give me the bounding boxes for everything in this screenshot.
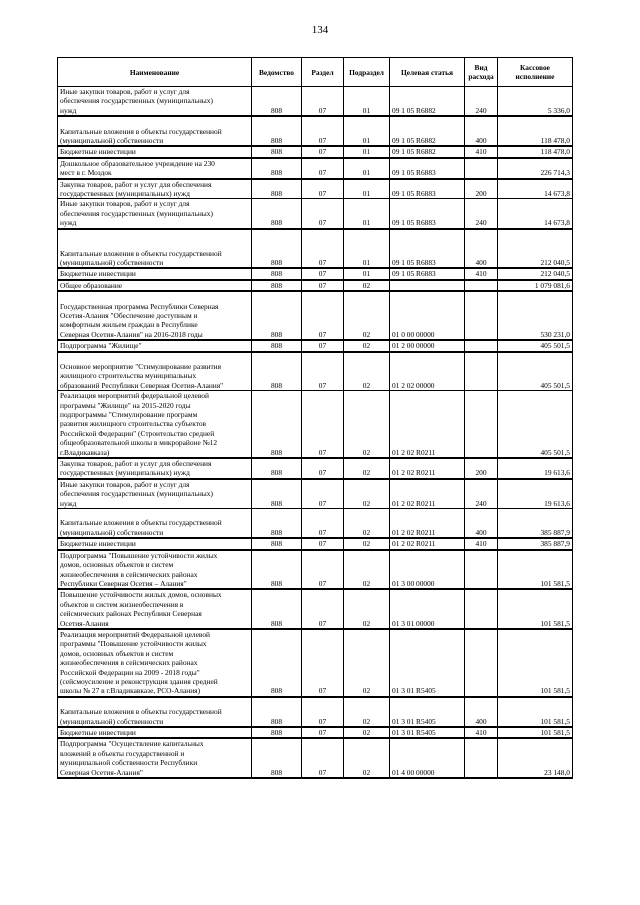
row-dept: 808: [252, 738, 302, 778]
row-amount: 23 148,0: [498, 738, 573, 778]
table-row: [58, 479, 573, 509]
row-subsection: 02: [344, 509, 390, 539]
row-amount: 405 501,5: [498, 391, 573, 458]
row-target: 01 2 00 00000: [390, 340, 465, 351]
row-type: 410: [465, 727, 498, 738]
row-subsection: 02: [344, 479, 390, 509]
row-subsection: 01: [344, 229, 390, 269]
row-target: 01 2 02 R0211: [390, 391, 465, 458]
row-dept: 808: [252, 280, 302, 291]
table-row: [58, 179, 573, 199]
row-dept: 808: [252, 146, 302, 157]
row-subsection: 02: [344, 391, 390, 458]
row-subsection: 02: [344, 589, 390, 629]
header-name: Наименование: [58, 58, 252, 87]
row-dept: 808: [252, 589, 302, 629]
row-dept: 808: [252, 199, 302, 229]
row-subsection: 01: [344, 199, 390, 229]
row-amount: 101 581,5: [498, 727, 573, 738]
row-amount: 385 887,9: [498, 538, 573, 549]
table-row: [58, 116, 573, 146]
row-target: 01 2 02 00000: [390, 352, 465, 391]
row-target: 01 2 02 R0211: [390, 538, 465, 549]
row-section: 07: [302, 146, 344, 157]
row-target: 01 2 02 R0211: [390, 458, 465, 479]
table-row: [58, 629, 573, 697]
row-target: 01 3 01 R5405: [390, 727, 465, 738]
row-dept: 808: [252, 116, 302, 146]
table-row: [58, 738, 573, 778]
row-type: [465, 280, 498, 291]
row-subsection: 02: [344, 727, 390, 738]
budget-execution-table: [57, 57, 573, 779]
row-section: 07: [302, 550, 344, 590]
table-header-row: [58, 58, 573, 87]
row-section: 07: [302, 479, 344, 509]
table-row: [58, 352, 573, 391]
row-name: Подпрограмма "Осуществление капитальных вложений в объекты государственной и муниципальной собственности Республики Северная Осетия-Алания": [58, 738, 252, 778]
row-dept: 808: [252, 291, 302, 340]
header-amount: Кассовое исполнение: [498, 58, 573, 87]
row-dept: 808: [252, 268, 302, 279]
row-section: 07: [302, 280, 344, 291]
row-section: 07: [302, 340, 344, 351]
row-subsection: 01: [344, 116, 390, 146]
row-amount: 1 079 081,6: [498, 280, 573, 291]
row-subsection: 02: [344, 550, 390, 590]
header-target: Целевая статья: [390, 58, 465, 87]
row-name: Реализация мероприятий Федеральной целевой программы "Повышение устойчивости жилых домов, основных объектов и систем жизнеобеспечения в сейсмических районах Российской Федерации на 2009 - 2018 годы" (сейсмоусиление и реконструкция здания средней школы № 27 в г.Владикавказе, РСО-Алания): [58, 629, 252, 697]
table-row: [58, 87, 573, 117]
table-row: [58, 229, 573, 269]
row-type: 240: [465, 87, 498, 117]
row-target: 01 3 00 00000: [390, 550, 465, 590]
row-target: 09 1 05 R6883: [390, 158, 465, 179]
row-dept: 808: [252, 697, 302, 727]
row-name: Капитальные вложения в объекты государственной (муниципальной) собственности: [58, 697, 252, 727]
row-target: 09 1 05 R6883: [390, 179, 465, 199]
row-subsection: 02: [344, 738, 390, 778]
row-dept: 808: [252, 391, 302, 458]
row-name: Закупка товаров, работ и услуг для обеспечения государственных (муниципальных) нужд: [58, 179, 252, 199]
row-amount: 19 613,6: [498, 479, 573, 509]
row-subsection: 01: [344, 179, 390, 199]
row-section: 07: [302, 509, 344, 539]
row-amount: 212 040,5: [498, 229, 573, 269]
table-row: [58, 291, 573, 340]
row-name: Реализация мероприятий федеральной целевой программы "Жилище" на 2015-2020 годы подпрограммы "Стимулирование программ развития жилищного строительства субъектов Российской Федерации" (Строительство средней общеобразовательной школы в микрорайоне №12 г.Владикавказа): [58, 391, 252, 458]
row-target: 09 1 05 R6883: [390, 229, 465, 269]
row-dept: 808: [252, 229, 302, 269]
row-section: 07: [302, 629, 344, 697]
row-dept: 808: [252, 352, 302, 391]
row-dept: 808: [252, 538, 302, 549]
row-type: 400: [465, 116, 498, 146]
row-dept: 808: [252, 158, 302, 179]
row-amount: 101 581,5: [498, 589, 573, 629]
row-type: [465, 291, 498, 340]
row-section: 07: [302, 458, 344, 479]
row-amount: 14 673,8: [498, 179, 573, 199]
row-name: Бюджетные инвестиции: [58, 538, 252, 549]
row-type: [465, 629, 498, 697]
row-amount: 212 040,5: [498, 268, 573, 279]
row-dept: 808: [252, 479, 302, 509]
header-dept: Ведомство: [252, 58, 302, 87]
row-type: [465, 589, 498, 629]
row-name: Основное мероприятие "Стимулирование развития жилищного строительства муниципальных образований Республики Северная Осетия-Алания": [58, 352, 252, 391]
row-type: [465, 158, 498, 179]
table-row: [58, 391, 573, 458]
row-type: [465, 352, 498, 391]
row-amount: 530 231,0: [498, 291, 573, 340]
table-row: [58, 727, 573, 738]
row-subsection: 01: [344, 158, 390, 179]
row-amount: 101 581,5: [498, 697, 573, 727]
row-name: Иные закупки товаров, работ и услуг для обеспечения государственных (муниципальных) нужд: [58, 87, 252, 117]
row-target: 01 2 02 R0211: [390, 479, 465, 509]
row-section: 07: [302, 268, 344, 279]
row-amount: 101 581,5: [498, 550, 573, 590]
table-body: [58, 87, 573, 779]
row-name: Капитальные вложения в объекты государственной (муниципальной) собственности: [58, 229, 252, 269]
table-row: [58, 458, 573, 479]
row-type: 200: [465, 458, 498, 479]
row-type: [465, 738, 498, 778]
header-subsection: Подраздел: [344, 58, 390, 87]
row-target: 09 1 05 R6882: [390, 87, 465, 117]
row-subsection: 02: [344, 458, 390, 479]
row-amount: 5 336,0: [498, 87, 573, 117]
table-row: [58, 550, 573, 590]
row-section: 07: [302, 727, 344, 738]
header-section: Раздел: [302, 58, 344, 87]
row-target: 01 3 01 00000: [390, 589, 465, 629]
row-section: 07: [302, 352, 344, 391]
row-section: 07: [302, 199, 344, 229]
table-row: [58, 697, 573, 727]
row-name: Капитальные вложения в объекты государственной (муниципальной) собственности: [58, 509, 252, 539]
table-row: [58, 146, 573, 157]
row-name: Повышение устойчивости жилых домов, основных объектов и систем жизнеобеспечения в сейсмических районах Республики Северная Осетия-Алания: [58, 589, 252, 629]
header-type: Вид расхода: [465, 58, 498, 87]
row-subsection: 02: [344, 697, 390, 727]
row-dept: 808: [252, 340, 302, 351]
row-subsection: 01: [344, 146, 390, 157]
row-target: 01 2 02 R0211: [390, 509, 465, 539]
row-type: 410: [465, 268, 498, 279]
row-section: 07: [302, 179, 344, 199]
row-type: [465, 391, 498, 458]
row-amount: 19 613,6: [498, 458, 573, 479]
row-dept: 808: [252, 727, 302, 738]
row-name: Подпрограмма "Повышение устойчивости жилых домов, основных объектов и систем жизнеобеспечения в сейсмических районах Республики Северная Осетия – Алания": [58, 550, 252, 590]
row-type: [465, 340, 498, 351]
table-row: [58, 268, 573, 279]
row-dept: 808: [252, 458, 302, 479]
row-name: Закупка товаров, работ и услуг для обеспечения государственных (муниципальных) нужд: [58, 458, 252, 479]
row-subsection: 02: [344, 629, 390, 697]
row-type: 410: [465, 538, 498, 549]
row-name: Подпрограмма "Жилище": [58, 340, 252, 351]
row-type: 400: [465, 697, 498, 727]
row-amount: 405 501,5: [498, 352, 573, 391]
row-section: 07: [302, 291, 344, 340]
row-target: 09 1 05 R6883: [390, 199, 465, 229]
row-target: 09 1 05 R6882: [390, 116, 465, 146]
row-section: 07: [302, 538, 344, 549]
table-row: [58, 509, 573, 539]
row-type: 410: [465, 146, 498, 157]
row-name: Капитальные вложения в объекты государственной (муниципальной) собственности: [58, 116, 252, 146]
page-number: 134: [311, 24, 329, 36]
row-amount: 118 478,0: [498, 146, 573, 157]
row-dept: 808: [252, 550, 302, 590]
row-target: 01 3 01 R5405: [390, 629, 465, 697]
row-name: Иные закупки товаров, работ и услуг для обеспечения государственных (муниципальных) нужд: [58, 479, 252, 509]
row-target: [390, 280, 465, 291]
row-type: 400: [465, 509, 498, 539]
row-type: 240: [465, 479, 498, 509]
table-row: [58, 538, 573, 549]
row-amount: 101 581,5: [498, 629, 573, 697]
row-target: 09 1 05 R6883: [390, 268, 465, 279]
row-type: 400: [465, 229, 498, 269]
row-target: 01 0 00 00000: [390, 291, 465, 340]
row-subsection: 02: [344, 280, 390, 291]
row-subsection: 01: [344, 268, 390, 279]
row-subsection: 02: [344, 340, 390, 351]
row-section: 07: [302, 589, 344, 629]
row-name: Государственная программа Республики Северная Осетия-Алания "Обеспечение доступным и комфортным жильем граждан в Республике Северная Осетия-Алания" на 2016-2018 годы: [58, 291, 252, 340]
row-section: 07: [302, 229, 344, 269]
row-amount: 14 673,8: [498, 199, 573, 229]
row-dept: 808: [252, 179, 302, 199]
row-target: 01 3 01 R5405: [390, 697, 465, 727]
row-name: Дошкольное образовательное учреждение на 230 мест в г. Моздок: [58, 158, 252, 179]
row-name: Бюджетные инвестиции: [58, 727, 252, 738]
table-row: [58, 340, 573, 351]
row-section: 07: [302, 738, 344, 778]
row-type: [465, 550, 498, 590]
row-section: 07: [302, 116, 344, 146]
row-subsection: 02: [344, 538, 390, 549]
row-subsection: 01: [344, 87, 390, 117]
table-row: [58, 199, 573, 229]
row-dept: 808: [252, 509, 302, 539]
row-target: 01 4 00 00000: [390, 738, 465, 778]
row-target: 09 1 05 R6882: [390, 146, 465, 157]
row-name: Бюджетные инвестиции: [58, 268, 252, 279]
row-name: Общее образование: [58, 280, 252, 291]
row-type: 200: [465, 179, 498, 199]
row-amount: 226 714,3: [498, 158, 573, 179]
row-amount: 405 501,5: [498, 340, 573, 351]
row-amount: 118 478,0: [498, 116, 573, 146]
table-row: [58, 280, 573, 291]
table-row: [58, 158, 573, 179]
row-amount: 385 887,9: [498, 509, 573, 539]
row-name: Иные закупки товаров, работ и услуг для обеспечения государственных (муниципальных) нужд: [58, 199, 252, 229]
row-subsection: 02: [344, 291, 390, 340]
row-section: 07: [302, 391, 344, 458]
row-section: 07: [302, 87, 344, 117]
table-row: [58, 589, 573, 629]
row-section: 07: [302, 697, 344, 727]
row-dept: 808: [252, 87, 302, 117]
row-dept: 808: [252, 629, 302, 697]
row-subsection: 02: [344, 352, 390, 391]
row-section: 07: [302, 158, 344, 179]
row-type: 240: [465, 199, 498, 229]
row-name: Бюджетные инвестиции: [58, 146, 252, 157]
